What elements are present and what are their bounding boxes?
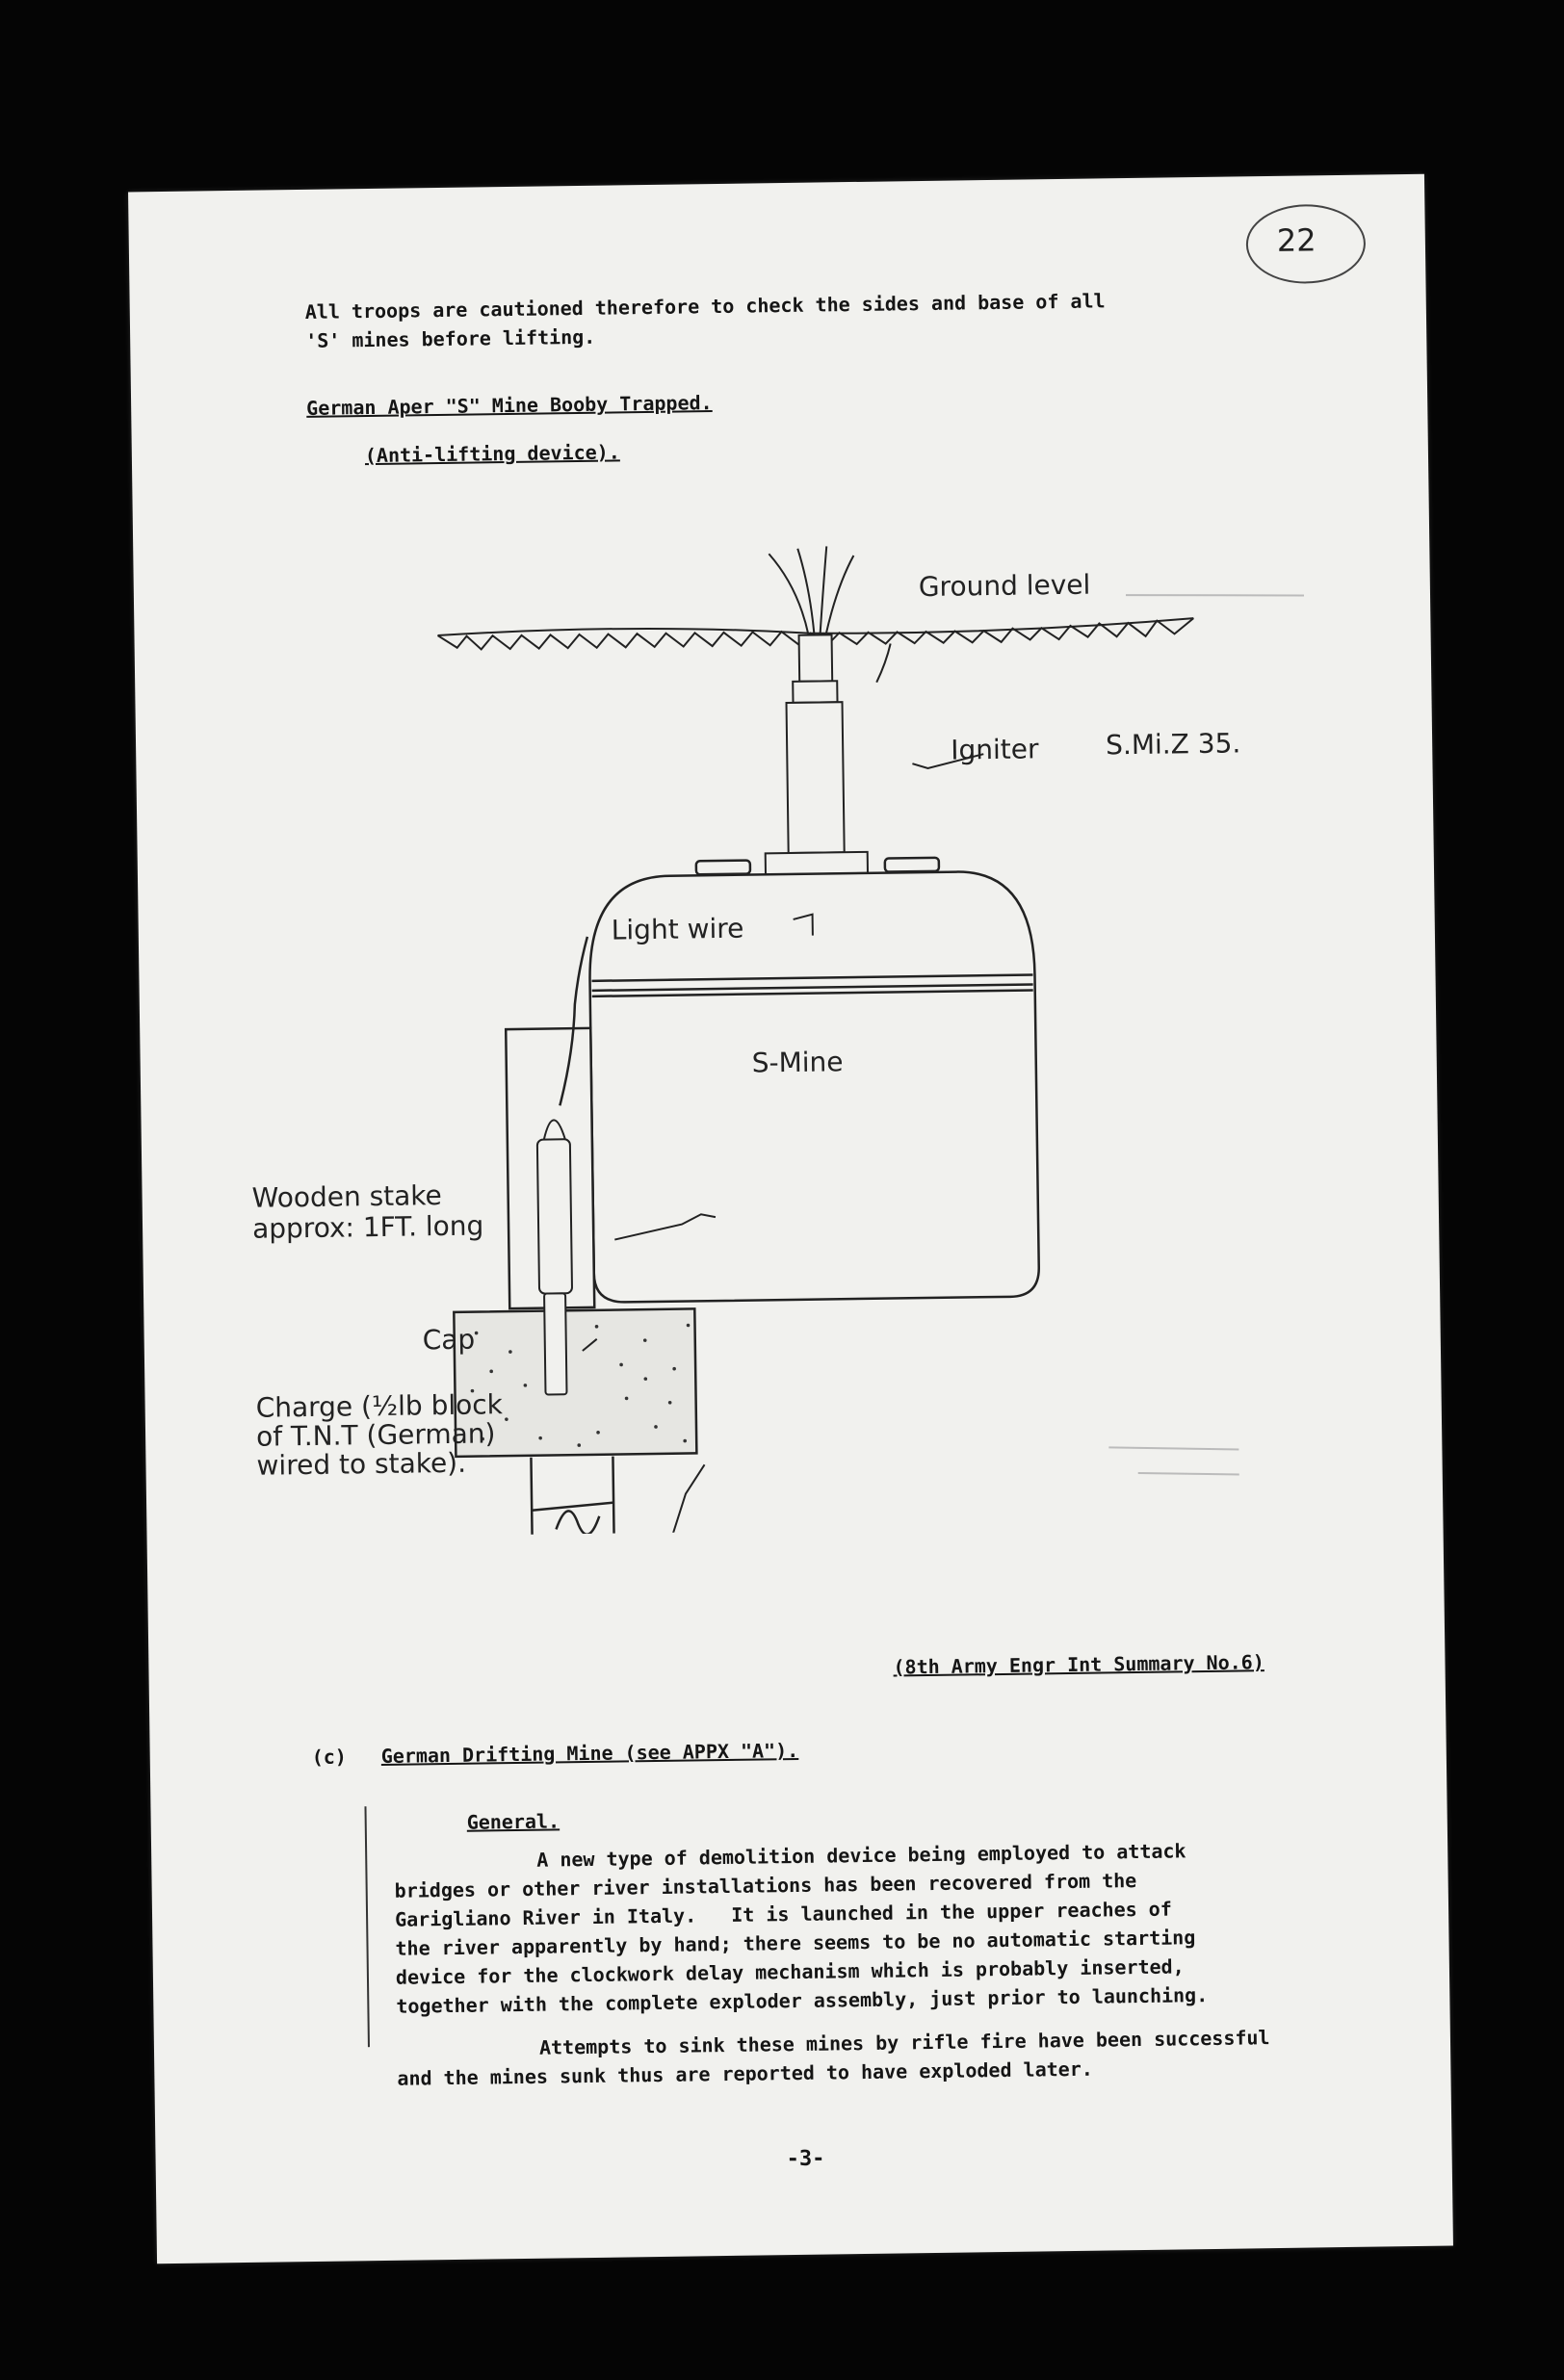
label-light-wire: Light wire xyxy=(611,912,744,946)
general-heading: General. xyxy=(466,1809,560,1834)
label-igniter: Igniter xyxy=(950,733,1039,766)
label-charge-2: of T.N.T (German) xyxy=(255,1417,496,1453)
label-wooden-stake-2: approx: 1FT. long xyxy=(251,1209,484,1245)
s-mine-diagram xyxy=(128,174,1443,1540)
paragraph-1-line-4: the river apparently by hand; there seems to be no automatic starting xyxy=(395,1926,1196,1960)
subheading: (Anti-lifting device). xyxy=(364,440,620,468)
margin-line xyxy=(364,1806,369,2047)
page-number: -3- xyxy=(786,2146,825,2172)
source-reference: (8th Army Engr Int Summary No.6) xyxy=(893,1650,1264,1679)
label-s-mine: S-Mine xyxy=(751,1046,844,1079)
faint-marks xyxy=(1097,592,1316,1476)
label-igniter-model: S.Mi.Z 35. xyxy=(1105,727,1241,762)
igniter-prongs xyxy=(769,546,854,635)
paragraph-1-line-1: A new type of demolition device being employed to attack xyxy=(536,1839,1186,1872)
label-wooden-stake-1: Wooden stake xyxy=(251,1179,442,1214)
document-page xyxy=(128,174,1453,2264)
intro-line-1: All troops are cautioned therefore to check the sides and base of all xyxy=(304,289,1106,323)
section-title: German Drifting Mine (see APPX "A"). xyxy=(380,1738,799,1768)
label-ground-level: Ground level xyxy=(918,568,1091,604)
paragraph-2-line-1: Attempts to sink these mines by rifle fire have been successful xyxy=(538,2026,1270,2059)
paragraph-1-line-2: bridges or other river installations has been recovered from the xyxy=(394,1869,1137,1902)
intro-line-2: 'S' mines before lifting. xyxy=(305,324,596,352)
igniter-body xyxy=(763,634,868,874)
label-charge-1: Charge (½lb block xyxy=(255,1388,504,1424)
label-charge-3: wired to stake). xyxy=(256,1446,467,1482)
paragraph-1-line-3: Garigliano River in Italy. It is launched in the upper reaches of xyxy=(394,1897,1172,1931)
section-letter: (c) xyxy=(311,1745,348,1769)
paragraph-1-line-5: device for the clockwork delay mechanism which is probably inserted, xyxy=(395,1954,1185,1989)
heading: German Aper "S" Mine Booby Trapped. xyxy=(306,391,713,420)
label-cap: Cap xyxy=(422,1323,476,1357)
paragraph-1-line-6: together with the complete exploder assembly, just prior to launching. xyxy=(396,1983,1209,2018)
page-stamp: 22 xyxy=(1276,221,1316,259)
paragraph-2-line-2: and the mines sunk thus are reported to have exploded later. xyxy=(397,2057,1093,2090)
